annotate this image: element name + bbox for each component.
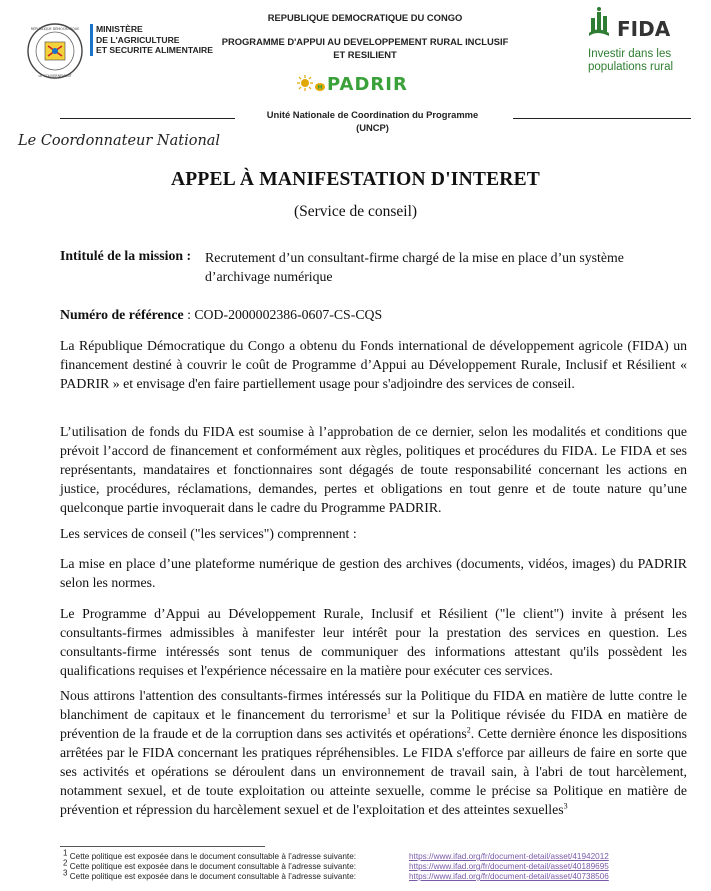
coordinator-signature: Le Coordonnateur National: [18, 133, 221, 149]
unit-name-line2: (UNCP): [356, 122, 389, 133]
mission-value-line: d’archivage numérique: [205, 269, 333, 284]
fida-tagline: [588, 48, 673, 73]
footnote-3: [63, 868, 357, 881]
paragraph-conditions: L’utilisation de fonds du FIDA est soumise à l’approbation de ce dernier, selon les modalités et conditions que prévoit l’accord de financement et conformément aux règles, politiques et procédures du FIDA. Le FIDA et ses représentants, mandataires et fonctionnaires sont dégagés de toute responsabilité concernant les actions en justice, procédures, réclamations, demandes, pertes et obligations en tout genre et de toute nature qu’une quelconque partie invoquerait dans le cadre du Programme PADRIR.: [60, 424, 687, 515]
page-subtitle: (Service de conseil): [293, 203, 418, 220]
footnote-number: 1: [63, 848, 68, 858]
footnote-text: Cette politique est exposée dans le document consultable à l’adresse suivante:: [69, 862, 357, 871]
ministry-line: MINISTÈRE: [96, 24, 143, 34]
footnote-divider: [60, 846, 265, 847]
fida-tagline-line: Investir dans les: [588, 48, 672, 60]
mission-value-line: Recrutement d’un consultant-firme chargé de la mise en place d’un système: [205, 250, 624, 265]
footnote-2: [63, 858, 357, 871]
reference-value: COD-2000002386-0607-CS-CQS: [194, 307, 383, 322]
policies-text-a: Nous attirons l'attention des consultants-firmes intéressés sur la Politique du FIDA en matière de lutte contre le blanchiment de capitaux et le financement du terrorisme: [60, 688, 687, 722]
header-divider-left: [60, 118, 235, 119]
svg-text:RÉPUBLIQUE DÉMOCRATIQUE: RÉPUBLIQUE DÉMOCRATIQUE: [30, 27, 80, 31]
paragraph-services-intro: Les services de conseil ("les services") comprennent :: [60, 526, 357, 541]
footnote-link-3[interactable]: https://www.ifad.org/fr/document-detail/asset/40738506: [409, 872, 609, 881]
reference-label: Numéro de référence: [60, 307, 184, 322]
svg-text:LE GOUVERNEMENT: LE GOUVERNEMENT: [38, 74, 72, 78]
paragraph-policies: [60, 686, 687, 819]
svg-text:M: M: [317, 85, 323, 91]
page-title: APPEL À MANIFESTATION D'INTERET: [171, 169, 540, 190]
footnote-ref-1: 1: [386, 706, 391, 716]
program-name-line1: PROGRAMME D'APPUI AU DEVELOPPEMENT RURAL INCLUSIF: [221, 36, 509, 47]
footnote-number: 2: [63, 858, 68, 868]
paragraph-funding: La République Démocratique du Congo a obtenu du Fonds international de développement agricole (FIDA) un financement destiné à couvrir le coût de Programme d’Appui au Développement Rurale, Inclusif et Résilient « PADRIR » et envisage d'en faire partiellement usage pour s'adjoindre des services de conseil.: [60, 338, 687, 391]
unit-name-line1: Unité Nationale de Coordination du Programme: [266, 109, 479, 120]
mission-value: [205, 248, 690, 286]
paragraph-invitation: Le Programme d’Appui au Développement Rurale, Inclusif et Résilient ("le client") invite à présent les consultants-firmes admissibles à manifester leur intérêt pour la prestation des services en question. Les consultants-firme intéressés sont tenus de communiquer des informations attestant qu'ils possèdent les qualifications requises et l'expérience nécessaire en la matière pour exécuter ces services.: [60, 606, 687, 678]
fida-name: FIDA: [617, 17, 671, 41]
mission-label: Intitulé de la mission :: [60, 248, 192, 263]
policies-text-b: et sur la Politique révisée du FIDA en matière de prévention de la fraude et de la corruption dans ses activités et opérations: [60, 707, 687, 741]
footnote-text: Cette politique est exposée dans le document consultable à l’adresse suivante:: [69, 852, 357, 861]
padrir-logo-text: PADRIR: [327, 74, 408, 94]
fida-tagline-line: populations rural: [588, 60, 674, 73]
policies-text-c: . Cette dernière énonce les dispositions arrêtées par le FIDA concernant les pratiques répréhensibles. Le FIDA s'efforce par ailleurs de faire en sorte que ses activités et opérations se déroulent dans un environnement de travail sain, à l'abri de tout harcèlement, notamment sexuel, et de toute exploitation ou atteinte sexuelle, comme le précise sa Politique en matière de prévention et répression du harcèlement sexuel et de l'exploitation et des atteintes sexuelles: [60, 726, 687, 817]
footnote-link-1[interactable]: https://www.ifad.org/fr/document-detail/asset/41942012: [409, 852, 609, 861]
reference-separator: :: [187, 307, 191, 322]
ministry-line: ET SECURITE ALIMENTAIRE: [96, 45, 213, 55]
header-divider-right: [513, 118, 691, 119]
ministry-name: [90, 24, 213, 56]
reference-row: [60, 307, 382, 323]
footnote-ref-2: 2: [466, 725, 471, 735]
padrir-logo: [295, 70, 465, 94]
footnote-number: 3: [63, 868, 68, 878]
republic-name: REPUBLIQUE DEMOCRATIQUE DU CONGO: [267, 12, 463, 23]
footnote-1: [63, 848, 357, 861]
ministry-seal-logo: [26, 20, 84, 82]
footnote-link-2[interactable]: https://www.ifad.org/fr/document-detail/asset/40189695: [409, 862, 609, 871]
footnote-ref-3: 3: [563, 801, 568, 811]
footnote-text: Cette politique est exposée dans le document consultable à l’adresse suivante:: [69, 872, 357, 881]
program-name-line2: ET RESILIENT: [333, 49, 397, 60]
ministry-line: DE L'AGRICULTURE: [96, 34, 180, 45]
paragraph-services: La mise en place d’une plateforme numérique de gestion des archives (documents, vidéos, images) du PADRIR selon les normes.: [60, 556, 687, 590]
